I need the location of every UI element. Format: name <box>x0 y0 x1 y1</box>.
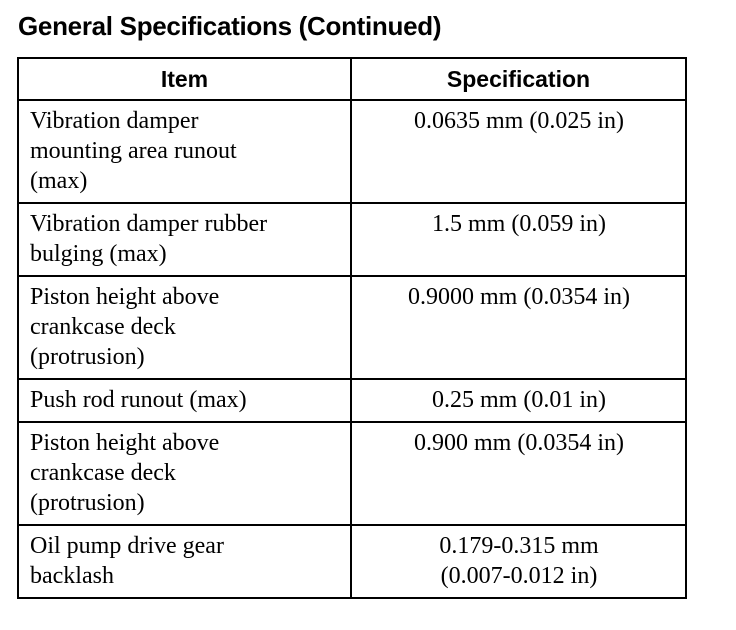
item-text-line: Oil pump drive gear <box>30 533 224 559</box>
specification-cell <box>351 422 686 525</box>
item-text-line: crankcase deck <box>30 314 176 340</box>
item-text-line: backlash <box>30 563 114 589</box>
item-cell <box>18 422 351 525</box>
item-text-line: Push rod runout (max) <box>30 387 247 413</box>
item-text-line: Piston height above <box>30 284 220 310</box>
table-header-row <box>18 58 686 100</box>
table-row <box>18 100 686 203</box>
table-row <box>18 276 686 379</box>
item-text-line: Vibration damper <box>30 108 199 134</box>
item-text-line: crankcase deck <box>30 460 176 486</box>
specification-text-line: 1.5 mm (0.059 in) <box>432 211 606 237</box>
item-cell <box>18 203 351 276</box>
specifications-table <box>17 57 687 599</box>
item-text-line: (max) <box>30 168 88 194</box>
table-row <box>18 203 686 276</box>
specification-cell <box>351 100 686 203</box>
specification-cell <box>351 525 686 598</box>
item-cell <box>18 276 351 379</box>
specification-text-line: 0.0635 mm (0.025 in) <box>414 108 624 134</box>
table-row <box>18 379 686 422</box>
specification-text-line: 0.900 mm (0.0354 in) <box>414 430 624 456</box>
item-cell <box>18 379 351 422</box>
table-row <box>18 422 686 525</box>
specification-column-header: Specification <box>351 58 686 100</box>
table-body <box>18 100 686 598</box>
specification-text-line: (0.007-0.012 in) <box>440 563 598 589</box>
item-cell <box>18 525 351 598</box>
item-text-line: (protrusion) <box>30 490 145 516</box>
table-row <box>18 525 686 598</box>
item-cell <box>18 100 351 203</box>
page-title: General Specifications (Continued) <box>18 11 442 41</box>
specification-text-line: 0.9000 mm (0.0354 in) <box>408 284 630 310</box>
specification-cell <box>351 379 686 422</box>
item-text-line: (protrusion) <box>30 344 145 370</box>
item-text-line: bulging (max) <box>30 241 167 267</box>
specification-text-line: 0.25 mm (0.01 in) <box>432 387 606 413</box>
specification-cell <box>351 203 686 276</box>
item-column-header: Item <box>18 58 351 100</box>
item-text-line: Vibration damper rubber <box>30 211 268 237</box>
item-text-line: Piston height above <box>30 430 220 456</box>
specification-text-line: 0.179-0.315 mm <box>439 533 599 559</box>
specification-cell <box>351 276 686 379</box>
item-text-line: mounting area runout <box>30 138 237 164</box>
